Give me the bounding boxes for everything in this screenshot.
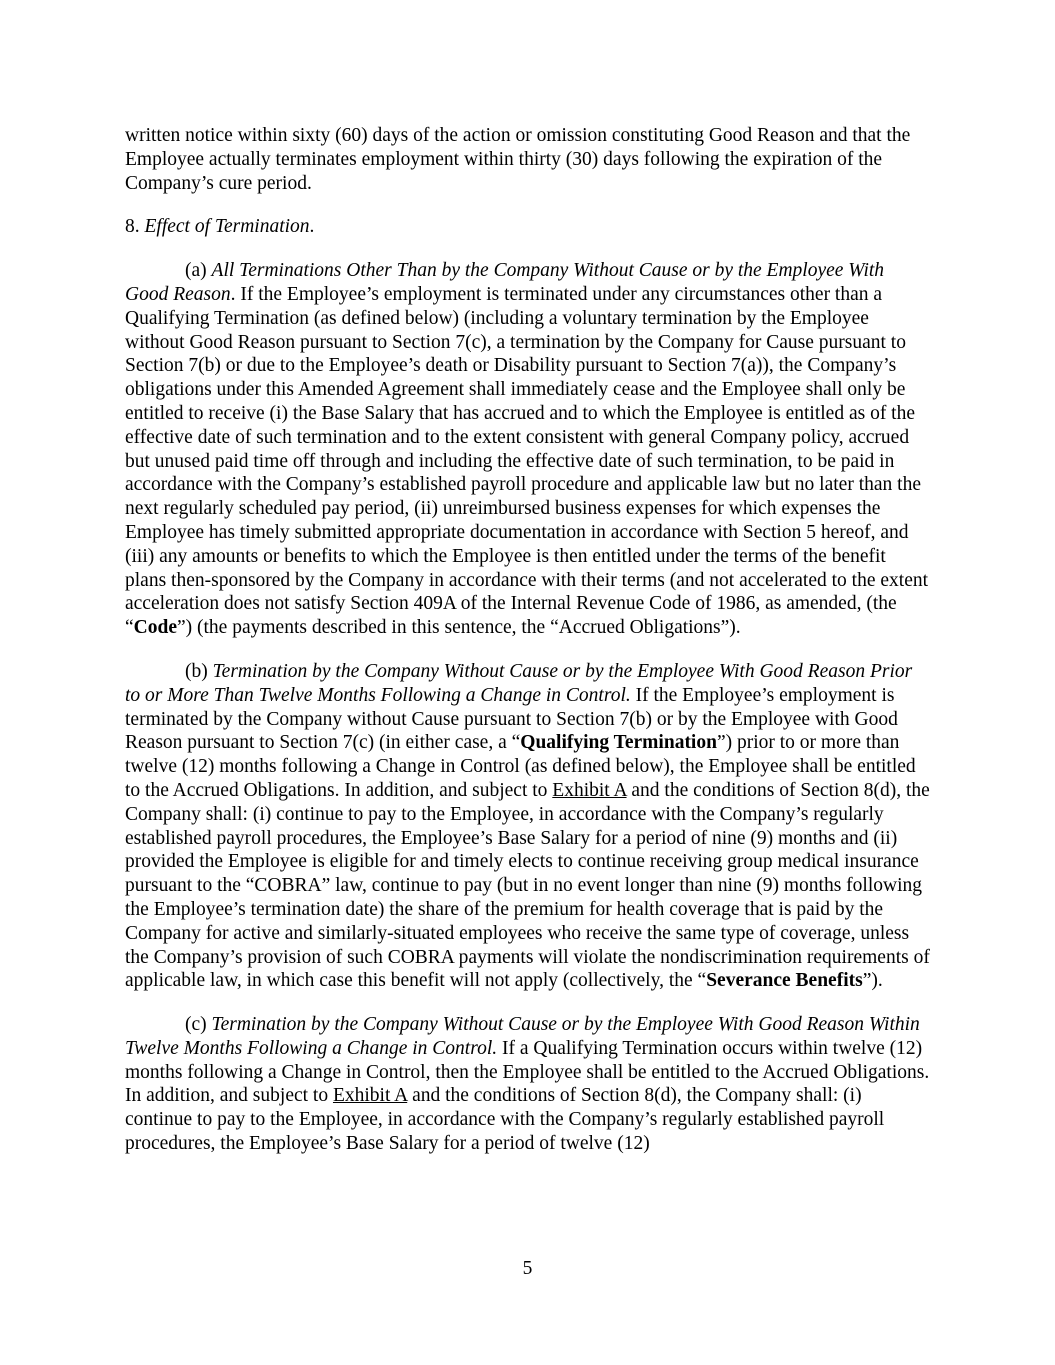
section-8-number: 8. bbox=[125, 216, 145, 238]
paragraph-8b-body-2: ”) prior to or more than twelve (12) months following a Change in Control (as defined below), the Employee shall be entitled to the Accrued Obligations. In addition, and subject to bbox=[125, 732, 916, 801]
paragraph-8a-body: . If the Employee’s employment is terminated under any circumstances other than a Qualifying Termination (as defined below) (including a voluntary termination by the Employee without Good Reason pursuant to Section 7(c), a termination by the Company for Cause pursuant to Section 7(b) or due to the Employee’s death or Disability pursuant to Section 7(a)), the Company’s obligations under this Amended Agreement shall immediately cease and the Employee shall only be entitled to receive (i) the Base Salary that has accrued and to which the Employee is entitled as of the effective date of such termination and to the extent consistent with general Company policy, accrued but unused paid time off through and including the effective date of such termination, to be paid in accordance with the Company’s established payroll procedure and applicable law but no later than the next regularly scheduled pay period, (ii) unreimbursed business expenses for which expenses the Employee has timely submitted appropriate documentation in accordance with Section 5 hereof, and (iii) any amounts or benefits to which the Employee is then entitled under the terms of the benefit plans then-sponsored by the Company in accordance with their terms (and not accelerated to the extent acceleration does not satisfy Section 409A of the Internal Revenue Code of 1986, as amended, (the “ bbox=[125, 283, 929, 639]
exhibit-a-reference: Exhibit A bbox=[332, 1085, 408, 1107]
section-8-title-period: . bbox=[309, 216, 315, 238]
continuation-text: written notice within sixty (60) days of the action or omission constituting Good Reason and that the Employee actually terminates employment within thirty (30) days following the expiration of the Company’s cure period. bbox=[125, 125, 911, 194]
paragraph-8a-body-end: ”) (the payments described in this sentence, the “Accrued Obligations”). bbox=[177, 617, 741, 639]
paragraph-8a-marker: (a) bbox=[185, 260, 212, 282]
paragraph-8b-body-3: and the conditions of Section 8(d), the Company shall: (i) continue to pay to the Employee, in accordance with the Company’s regularly established payroll procedures, the Employee’s Base Salary for a period of nine (9) months and (ii) provided the Employee is eligible for and timely elects to continue receiving group medical insurance pursuant to the “COBRA” law, continue to pay (but in no event longer than nine (9) months following the Employee’s termination date) the share of the premium for health coverage that is paid by the Company for active and similarly-situated employees who receive the same type of coverage, unless the Company’s provision of such COBRA payments will violate the nondiscrimination requirements of applicable law, in which case this benefit will not apply (collectively, the “ bbox=[125, 779, 930, 992]
defined-term-code: Code bbox=[133, 617, 177, 639]
paragraph-8b bbox=[125, 660, 931, 993]
paragraph-8c-body-2: and the conditions of Section 8(d), the Company shall: (i) continue to pay to the Employee, in accordance with the Company’s regularly established payroll procedures, the Employee’s Base Salary for a period of twelve (12) bbox=[125, 1085, 885, 1155]
paragraph-8b-heading: Termination by the Company Without Cause or by the Employee With Good Reason Prior to or More Than Twelve Months Following a Change in Control. bbox=[125, 660, 913, 706]
page-number: 5 bbox=[522, 1258, 533, 1279]
paragraph-8b-body-end: ”). bbox=[862, 970, 883, 992]
continuation-paragraph bbox=[125, 124, 931, 195]
paragraph-8c-body: If a Qualifying Termination occurs within twelve (12) months following a Change in Control, then the Employee shall be entitled to the Accrued Obligations. In addition, and subject to bbox=[125, 1037, 930, 1107]
section-8-title: Effect of Termination bbox=[144, 216, 310, 238]
paragraph-8a-heading: All Terminations Other Than by the Company Without Cause or by the Employee With Good Reason bbox=[125, 260, 885, 305]
paragraph-8c-heading: Termination by the Company Without Cause or by the Employee With Good Reason Within Twelve Months Following a Change in Control. bbox=[125, 1014, 920, 1059]
defined-term-severance-benefits: Severance Benefits bbox=[706, 970, 863, 992]
defined-term-qualifying-termination: Qualifying Termination bbox=[520, 732, 717, 754]
paragraph-8c-marker: (c) bbox=[185, 1014, 212, 1036]
paragraph-8b-body: If the Employee’s employment is terminated by the Company without Cause pursuant to Section 7(b) or by the Employee with Good Reason pursuant to Section 7(c) (in either case, a “ bbox=[125, 684, 898, 754]
paragraph-8a bbox=[125, 259, 931, 640]
section-8-heading bbox=[125, 215, 931, 239]
paragraph-8c bbox=[125, 1013, 931, 1156]
document-page bbox=[125, 124, 931, 1176]
exhibit-a-reference: Exhibit A bbox=[552, 779, 627, 801]
paragraph-8b-marker: (b) bbox=[185, 660, 213, 682]
